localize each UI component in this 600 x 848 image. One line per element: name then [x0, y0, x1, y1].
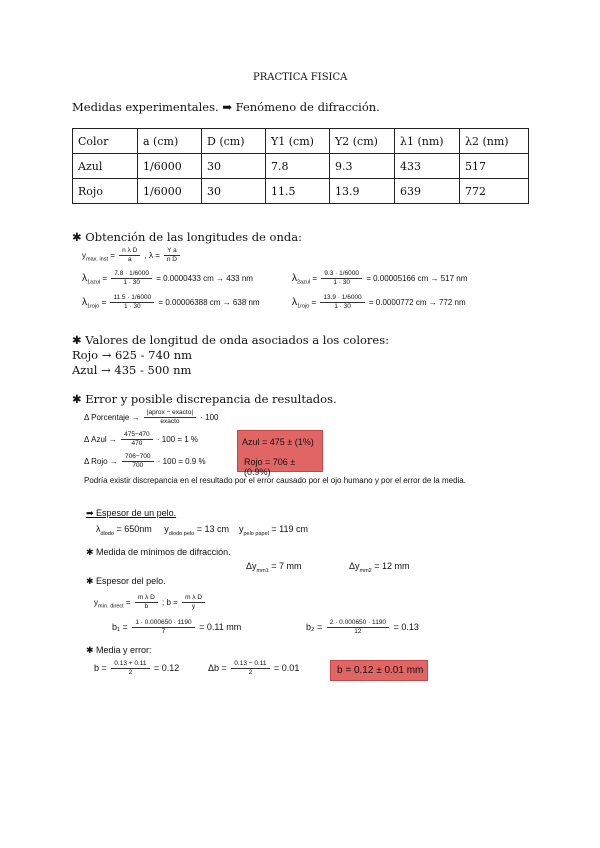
denominator: exacto: [160, 418, 180, 426]
formula-row: [84, 409, 219, 426]
fraction: [135, 594, 158, 611]
formula-sub: max. inst: [86, 256, 109, 263]
denominator: n D: [166, 256, 177, 264]
section-heading: ✱ Media y error:: [86, 645, 152, 655]
numerator: 11.5 · 1/6000: [110, 294, 154, 303]
header-cell: λ1 (nm): [395, 129, 460, 154]
denominator: 12: [354, 628, 362, 635]
cell: 517: [460, 154, 529, 179]
value: = 7 mm: [271, 561, 302, 571]
var-sub: pelo papel: [243, 530, 269, 537]
formula-label: Δ Porcentaje →: [84, 413, 140, 422]
formula-result: · 100 = 1 %: [156, 435, 199, 444]
numerator: 706−700: [122, 453, 154, 462]
formula-general: $y_{max. inst}$ = $\frac{\text{n λ D}}{a}$ , λ = $\frac{\text{Y a}}{\text{n D}}$: [82, 247, 182, 264]
denominator: 2: [128, 669, 133, 676]
var: y: [238, 524, 244, 534]
formula-result: = 0.11 mm: [199, 621, 242, 632]
denominator: 470: [131, 440, 143, 448]
section-heading: ✱ Espesor del pelo.: [86, 576, 166, 586]
header-cell: λ2 (nm): [460, 129, 529, 154]
var: y: [164, 524, 169, 534]
cell: 1/6000: [138, 154, 202, 179]
formula-result: · 100 = 0.9 %: [157, 457, 206, 466]
numerator: n λ D: [119, 247, 140, 256]
formula-label: b =: [94, 662, 107, 673]
section-heading: ✱ Error y posible discrepancia de resultados.: [72, 392, 337, 406]
formula-label: Δ Rojo →: [84, 457, 118, 466]
value: = 12 mm: [374, 561, 410, 571]
denominator: 7: [161, 628, 166, 635]
subtitle: Medidas experimentales. ➡ Fenómeno de difracción.: [72, 100, 380, 114]
var: y: [94, 598, 98, 607]
cell: 30: [202, 154, 266, 179]
table-row: [73, 179, 529, 204]
measurements-table: [72, 128, 529, 204]
header-cell: a (cm): [138, 129, 202, 154]
cell: 13.9: [330, 179, 395, 204]
formula-label: Δb =: [208, 662, 227, 673]
formula-result: = 0.0000433 cm → 433 nm: [156, 274, 253, 283]
header-cell: Y1 (cm): [266, 129, 330, 154]
fraction: [320, 294, 364, 311]
formula-text: y: [82, 251, 86, 260]
denominator: 1 · 30: [123, 279, 140, 287]
result-azul: Azul = 475 ± (1%): [242, 437, 314, 447]
denominator: 1 · 30: [333, 279, 350, 287]
wavelength-row: $\lambda_{1rojo}$ = $\frac{11.5 \cdot 1/6000}{1 \cdot 30}$ = 0.00006388 cm → 638 nm: [82, 294, 260, 311]
var-sub: mm1: [256, 567, 269, 574]
cell: 772: [460, 179, 529, 204]
var: Δy: [349, 561, 360, 571]
cell: 639: [395, 179, 460, 204]
final-result-box: [330, 660, 428, 681]
formula-sub: 1rojo: [87, 303, 100, 310]
result-rojo: Rojo = 706 ± (0.9%): [244, 457, 296, 477]
formula-row: [306, 619, 419, 636]
formula-result: = 0.13: [393, 621, 419, 632]
wavelength-row: $\lambda_{2azul}$ = $\frac{9.3 \cdot 1/6000}{1 \cdot 30}$ = 0.00005166 cm → 517 nm: [292, 270, 468, 287]
fraction: [321, 270, 362, 287]
var: Δy: [246, 561, 257, 571]
formula-result: = 0.0000772 cm → 772 nm: [368, 298, 466, 307]
formula-result: · 100: [200, 413, 219, 422]
range-azul: Azul → 435 - 500 nm: [72, 363, 192, 377]
fraction: [132, 619, 194, 636]
cell: 11.5: [266, 179, 330, 204]
cell: 1/6000: [138, 179, 202, 204]
fraction: [111, 660, 149, 677]
var-sub: mín. direct: [98, 603, 124, 610]
header-cell: Color: [73, 129, 138, 154]
section-heading: [86, 508, 176, 519]
fraction: [327, 619, 389, 636]
var-sub: diodo pelo: [168, 530, 195, 537]
table-header-row: [73, 129, 529, 154]
var-sub: mm2: [359, 567, 372, 574]
formula-result: = 0.01: [274, 662, 300, 673]
dy1: [246, 561, 302, 574]
formula-label: b₁ =: [112, 621, 128, 632]
lambda-symbol: λ: [292, 297, 297, 308]
formula-result: = 0.00006388 cm → 638 nm: [158, 298, 260, 307]
denominator: a: [127, 256, 132, 264]
fraction: [119, 247, 140, 264]
formula-row: [84, 431, 198, 448]
denominator: b: [144, 603, 149, 611]
fraction: [182, 594, 205, 611]
numerator: 9.3 · 1/6000: [321, 270, 362, 279]
numerator: 7.8 · 1/6000: [111, 270, 152, 279]
wavelength-row: $\lambda_{1azul}$ = $\frac{7.8 \cdot 1/6000}{1 \cdot 30}$ = 0.0000433 cm → 433 nm: [82, 270, 253, 287]
fraction: [144, 409, 196, 426]
var: λ: [96, 524, 101, 534]
formula-row: [94, 660, 179, 677]
cell: 7.8: [266, 154, 330, 179]
formula-result: = 0.12: [154, 662, 180, 673]
denominator: 2: [248, 669, 253, 676]
header-cell: D (cm): [202, 129, 266, 154]
formula-text: ; b =: [162, 598, 178, 607]
cell: 30: [202, 179, 266, 204]
result-box: [237, 430, 323, 477]
fraction: [231, 660, 269, 677]
formula-text: λ =: [148, 251, 160, 260]
denominator: y: [191, 603, 196, 611]
final-result: b = 0.12 ± 0.01 mm: [337, 665, 424, 676]
numerator: m λ D: [182, 594, 205, 603]
section-heading: ✱ Medida de mínimos de difracción.: [86, 547, 231, 557]
var-sub: diodo: [100, 530, 114, 537]
formula-row: [84, 453, 206, 470]
numerator: 2 · 0.000650 · 1190: [327, 619, 389, 628]
lambda-symbol: λ: [82, 297, 87, 308]
numerator: 13.9 · 1/6000: [320, 294, 364, 303]
discrepancy-note: Podría existir discrepancia en el resultado por el error causado por el ojo humano y por el error de la media.: [84, 476, 466, 485]
numerator: 0.13 + 0.11: [111, 660, 149, 669]
dy2: [349, 561, 410, 574]
table-row: [73, 154, 529, 179]
wavelength-row: $\lambda_{1rojo}$ = $\frac{13.9 \cdot 1/6000}{1 \cdot 30}$ = 0.0000772 cm → 772 nm: [292, 294, 466, 311]
numerator: |aprox − exacto|: [144, 409, 196, 418]
lambda-symbol: λ: [82, 273, 87, 284]
numerator: 1 · 0.000650 · 1190: [132, 619, 194, 628]
given-values: [96, 524, 308, 537]
fraction: [110, 294, 154, 311]
formula-label: b₂ =: [306, 621, 323, 632]
numerator: m λ D: [135, 594, 158, 603]
formula-label: Δ Azul →: [84, 435, 117, 444]
value: = 13 cm: [196, 524, 229, 534]
numerator: 475−470: [121, 431, 153, 440]
formula-row: [112, 619, 241, 636]
cell: 9.3: [330, 154, 395, 179]
section-heading: ✱ Valores de longitud de onda asociados a los colores:: [72, 333, 390, 347]
lambda-symbol: λ: [292, 273, 297, 284]
denominator: 1 · 30: [334, 303, 351, 311]
fraction: [111, 270, 152, 287]
denominator: 1 · 30: [123, 303, 141, 311]
formula-result: = 0.00005166 cm → 517 nm: [366, 274, 468, 283]
heading-text: ➡ Espesor de un pelo.: [86, 508, 177, 518]
value: = 650nm: [116, 524, 152, 534]
numerator: Y a: [164, 247, 180, 256]
numerator: 0.13 − 0.11: [231, 660, 269, 669]
denominator: 700: [132, 462, 144, 470]
formula-sub: 2azul: [297, 279, 311, 286]
formula-sub: 1rojo: [297, 303, 310, 310]
value: = 119 cm: [271, 524, 308, 534]
fraction: [122, 453, 154, 470]
fraction: [121, 431, 153, 448]
cell: Rojo: [73, 179, 138, 204]
header-cell: Y2 (cm): [330, 129, 395, 154]
range-rojo: Rojo → 625 - 740 nm: [72, 348, 193, 362]
cell: Azul: [73, 154, 138, 179]
section-heading: ✱ Obtención de las longitudes de onda:: [72, 230, 302, 244]
fraction: [164, 247, 180, 264]
formula-thickness: $y_{mín. direct}$ = $\frac{\text{m λ D}}{b}$ ; b = $\frac{\text{m λ D}}{y}$: [94, 594, 207, 611]
formula-row: [208, 660, 299, 677]
formula-sub: 1azul: [87, 279, 101, 286]
page-title: PRACTICA FISICA: [253, 72, 348, 83]
cell: 433: [395, 154, 460, 179]
